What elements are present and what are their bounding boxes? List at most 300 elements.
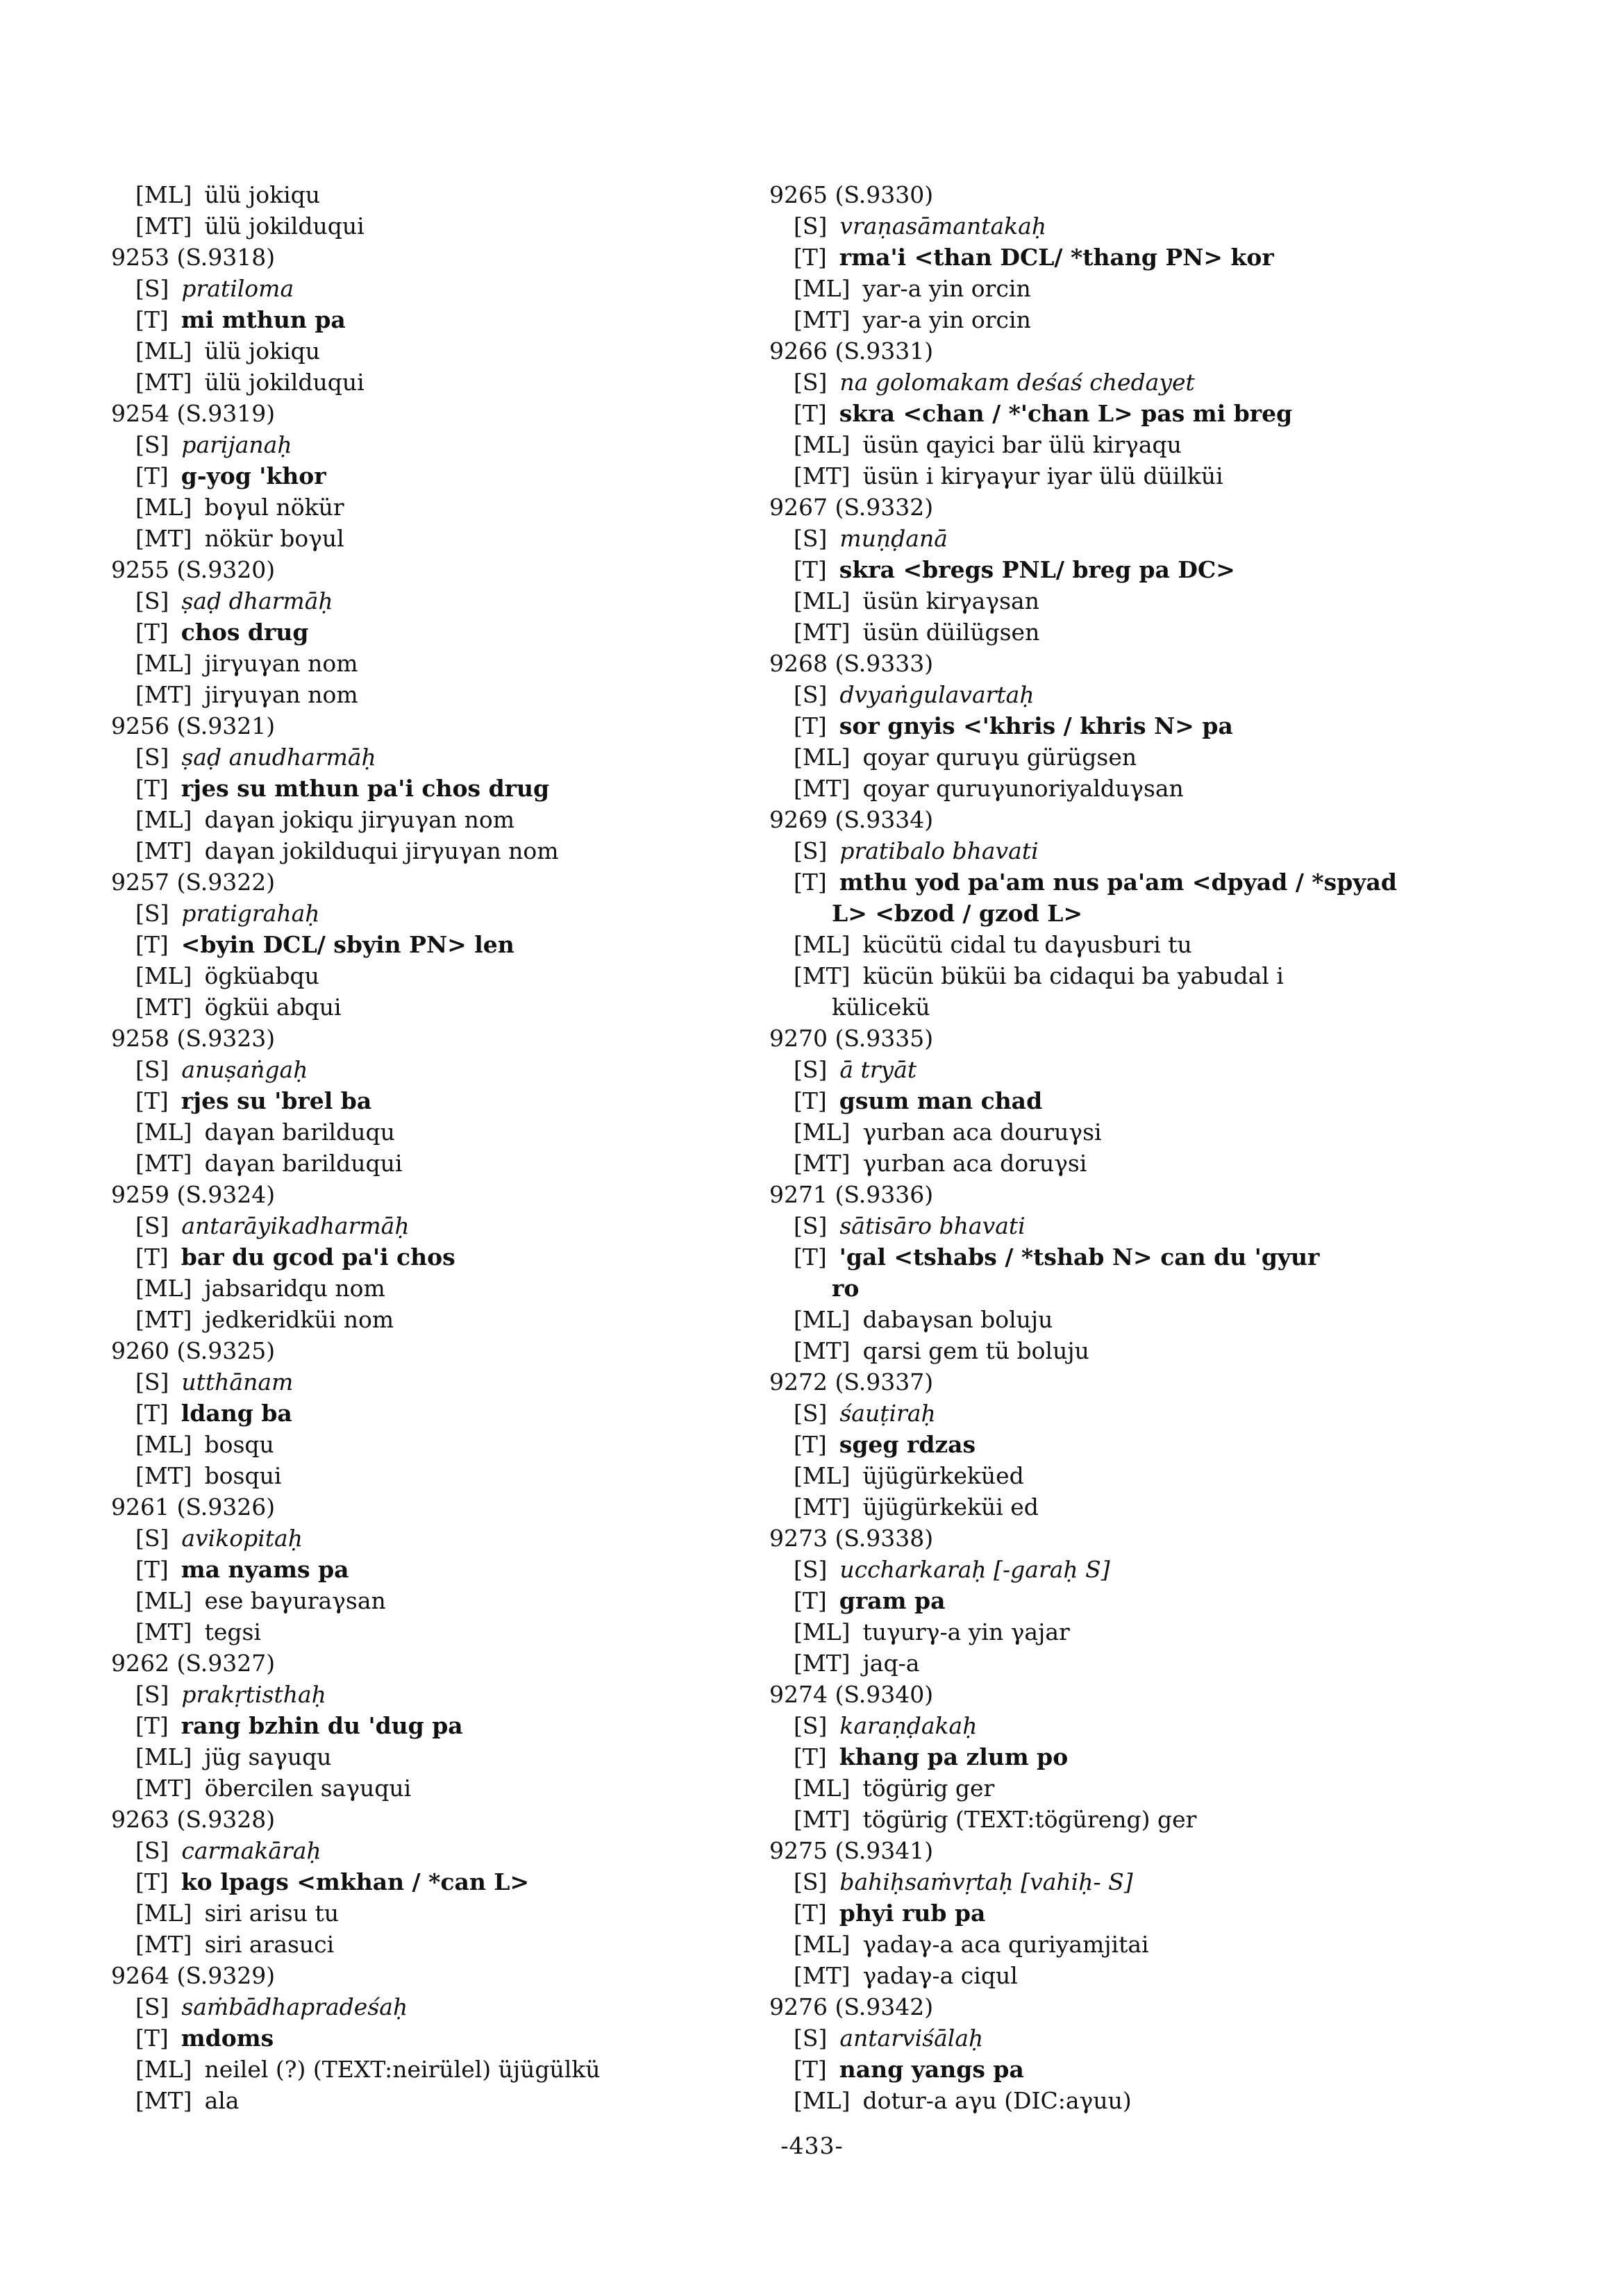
language-tag: [MT] [794,962,851,989]
entry-text: prakṛtisthaḥ [181,1681,326,1708]
language-tag: [ML] [135,1743,192,1770]
entry-line [104,1616,771,1648]
entry-text: jüg saγuqu [204,1743,332,1770]
language-tag: [ML] [135,2056,192,2083]
entry-line [104,1710,771,1741]
entry-text: chos drug [181,619,309,646]
entry-line [762,1429,1429,1460]
entry-text: phyi rub pa [839,1900,986,1927]
language-tag: [MT] [135,212,192,240]
language-tag: [ML] [794,1775,851,1802]
language-tag: [ML] [794,2087,851,2114]
language-tag: [MT] [135,837,192,864]
entry-text: bar du gcod pa'i chos [181,1243,455,1271]
entry-line [762,210,1429,242]
entry-line [104,304,771,335]
entry-text: üsün qayici bar ülü kirγaqu [862,431,1182,458]
language-tag: [MT] [794,1493,851,1520]
entry-text: kücün büküi ba cidaqui ba yabudal i [862,962,1284,989]
entry-line [762,1554,1429,1585]
language-tag: [T] [135,462,169,489]
language-tag: [ML] [794,275,851,302]
language-tag: [ML] [794,1118,851,1146]
language-tag: [S] [135,587,169,614]
entry-text: ülü jokilduqui [204,212,365,240]
language-tag: [MT] [135,994,192,1021]
entry-line [762,398,1429,429]
language-tag: [MT] [135,1462,192,1489]
entry-line [104,804,771,835]
language-tag: [ML] [135,1587,192,1614]
entry-continuation: külicekü [832,994,930,1021]
entry-line [104,1866,771,1897]
language-tag: [S] [135,275,169,302]
language-tag: [MT] [135,2087,192,2114]
entry-text: qoyar quruγunoriyalduγsan [862,775,1184,802]
entry-text: mi mthun pa [181,306,346,333]
language-tag: [T] [135,1400,169,1427]
entry-text: neilel (?) (TEXT:neirülel) üjügülkü [204,2056,601,2083]
language-tag: [T] [794,1900,827,1927]
entry-number: 9274 (S.9340) [769,1681,934,1708]
entry-line [762,679,1429,710]
language-tag: [T] [135,2025,169,2052]
language-tag: [MT] [135,1775,192,1802]
entry-line [104,585,771,617]
language-tag: [MT] [794,462,851,489]
entry-number: 9275 (S.9341) [769,1837,934,1864]
language-tag: [ML] [794,1462,851,1489]
entry-line [762,1773,1429,1804]
entry-text: uccharkaraḥ [-garaḥ S] [839,1556,1110,1583]
entry-text: daγan jokiqu jirγuγan nom [204,806,515,833]
language-tag: [S] [135,1212,169,1239]
language-tag: [T] [135,1712,169,1739]
entry-text: pratigrahaḥ [181,900,320,927]
language-tag: [S] [794,1212,828,1239]
entry-text: antarāyikadharmāḥ [181,1212,410,1239]
entry-line [104,1897,771,1929]
entry-text: muṇḍanā [839,525,948,552]
entry-line [104,492,771,523]
page-number: -433- [780,2132,844,2159]
language-tag: [S] [794,1056,828,1083]
language-tag: [MT] [135,1306,192,1333]
language-tag: [ML] [794,1306,851,1333]
entry-line [104,1116,771,1148]
entry-text: na golomakam deśaś chedayet [839,369,1195,396]
entry-text: tögürig ger [862,1775,995,1802]
entry-text: boγul nökür [204,494,344,521]
entry-text: ā tryāt [839,1056,917,1083]
language-tag: [ML] [794,1618,851,1645]
entry-line [104,2022,771,2054]
entry-text: ko lpags <mkhan / *can L> [181,1868,530,1895]
entry-text: avikopitaḥ [181,1525,303,1552]
entry-number: 9267 (S.9332) [769,494,934,521]
entry-number: 9268 (S.9333) [769,650,934,677]
entry-text: qoyar quruγu gürügsen [862,744,1137,771]
entry-line [104,617,771,648]
entry-line [762,2054,1429,2085]
entry-line [762,773,1429,804]
entry-text: ese baγuraγsan [204,1587,386,1614]
entry-number: 9255 (S.9320) [111,556,276,583]
entry-line [104,898,771,929]
entry-text: 'gal <tshabs / *tshab N> can du 'gyur [839,1243,1320,1271]
entry-line [104,1773,771,1804]
entry-number: 9266 (S.9331) [769,337,934,364]
language-tag: [ML] [135,962,192,989]
entry-line [762,2022,1429,2054]
language-tag: [S] [794,681,828,708]
language-tag: [T] [794,400,827,427]
entry-number: 9276 (S.9342) [769,1993,934,2020]
entry-line [104,523,771,554]
entry-line [762,429,1429,460]
language-tag: [T] [135,775,169,802]
entry-line [104,1554,771,1585]
entry-line [762,523,1429,554]
language-tag: [S] [794,212,828,240]
language-tag: [MT] [794,1150,851,1177]
language-tag: [S] [135,431,169,458]
entry-line [762,1929,1429,1960]
language-tag: [T] [135,1868,169,1895]
entry-line [762,1116,1429,1148]
entry-text: bosqu [204,1431,274,1458]
language-tag: [T] [794,1587,827,1614]
entry-text: üsün kirγaγsan [862,587,1039,614]
entry-line [104,960,771,991]
entry-text: γurban aca douruγsi [862,1118,1102,1146]
entry-line [762,1585,1429,1616]
entry-text: siri arasuci [204,1931,335,1958]
entry-text: yar-a yin orcin [862,275,1031,302]
entry-text: ülü jokiqu [204,181,321,208]
entry-line [762,2085,1429,2116]
entry-continuation: ro [832,1275,860,1302]
entry-line [762,1897,1429,1929]
language-tag: [T] [135,1087,169,1114]
entry-text: kücütü cidal tu daγusburi tu [862,931,1192,958]
entry-line [104,1429,771,1460]
entry-number: 9272 (S.9337) [769,1368,934,1396]
entry-text: jabsaridqu nom [204,1275,385,1302]
language-tag: [ML] [135,650,192,677]
entry-number: 9256 (S.9321) [111,712,276,739]
entry-text: khang pa zlum po [839,1743,1069,1770]
entry-line [104,1460,771,1491]
entry-line [762,1085,1429,1116]
entry-line [104,210,771,242]
entry-line [104,2054,771,2085]
entry-text: g-yog 'khor [181,462,326,489]
entry-text: rang bzhin du 'dug pa [181,1712,463,1739]
entry-text: karaṇḍakaḥ [839,1712,978,1739]
entry-number: 9265 (S.9330) [769,181,934,208]
language-tag: [S] [135,1993,169,2020]
entry-line [104,460,771,492]
right-column [762,179,1429,2116]
entry-text: saṁbādhapradeśaḥ [181,1993,408,2020]
language-tag: [T] [794,1243,827,1271]
entry-line [762,1741,1429,1773]
entry-line [104,1991,771,2022]
language-tag: [T] [135,931,169,958]
entry-number: 9260 (S.9325) [111,1337,276,1364]
language-tag: [ML] [135,806,192,833]
language-tag: [S] [135,744,169,771]
entry-line [762,1616,1429,1648]
language-tag: [MT] [794,306,851,333]
entry-line [104,1085,771,1116]
entry-text: skra <chan / *'chan L> pas mi breg [839,400,1293,427]
language-tag: [MT] [135,525,192,552]
language-tag: [T] [794,244,827,271]
language-tag: [MT] [794,1337,851,1364]
entry-line [762,1398,1429,1429]
entry-text: sgeg rdzas [839,1431,976,1458]
entry-line [762,960,1429,991]
language-tag: [ML] [135,181,192,208]
language-tag: [S] [794,1400,828,1427]
language-tag: [ML] [135,1900,192,1927]
entry-text: sātisāro bhavati [839,1212,1026,1239]
entry-text: qarsi gem tü boluju [862,1337,1089,1364]
entry-number: 9254 (S.9319) [111,400,276,427]
entry-text: rma'i <than DCL/ *thang PN> kor [839,244,1274,271]
entry-text: <byin DCL/ sbyin PN> len [181,931,514,958]
entry-line [762,1241,1429,1273]
entry-text: tegsi [204,1618,261,1645]
entry-line [104,1148,771,1179]
language-tag: [ML] [135,1118,192,1146]
entry-text: carmakāraḥ [181,1837,321,1864]
entry-text: üsün düilügsen [862,619,1040,646]
language-tag: [ML] [135,1275,192,1302]
entry-text: daγan jokilduqui jirγuγan nom [204,837,559,864]
language-tag: [MT] [794,619,851,646]
entry-line [762,273,1429,304]
entry-line [104,929,771,960]
entry-number: 9273 (S.9338) [769,1525,934,1552]
language-tag: [S] [794,1868,828,1895]
language-tag: [ML] [135,1431,192,1458]
entry-line [762,741,1429,773]
entry-line [104,1241,771,1273]
entry-line [762,554,1429,585]
entry-text: jedkeridküi nom [204,1306,394,1333]
entry-line [762,835,1429,866]
entry-text: daγan barilduqui [204,1150,403,1177]
entry-line [762,1866,1429,1897]
entry-line [104,1304,771,1335]
entry-line [104,773,771,804]
entry-text: mthu yod pa'am nus pa'am <dpyad / *spyad [839,869,1397,896]
entry-text: ülü jokilduqui [204,369,365,396]
language-tag: [S] [794,1556,828,1583]
language-tag: [ML] [794,431,851,458]
language-tag: [MT] [794,1806,851,1833]
language-tag: [ML] [135,494,192,521]
entry-line [104,835,771,866]
entry-line [104,1054,771,1085]
entry-line [104,1523,771,1554]
language-tag: [T] [794,2056,827,2083]
entry-number: 9270 (S.9335) [769,1025,934,1052]
entry-number: 9263 (S.9328) [111,1806,276,1833]
entry-text: utthānam [181,1368,294,1396]
entry-text: ldang ba [181,1400,292,1427]
entry-line [104,741,771,773]
language-tag: [S] [794,837,828,864]
entry-line [104,1835,771,1866]
language-tag: [T] [135,619,169,646]
entry-line [104,991,771,1023]
entry-line [104,273,771,304]
language-tag: [T] [135,1243,169,1271]
entry-text: śauṭiraḥ [839,1400,936,1427]
language-tag: [T] [794,1743,827,1770]
entry-line [104,2085,771,2116]
entry-line [762,460,1429,492]
language-tag: [ML] [794,744,851,771]
entry-text: dabaγsan boluju [862,1306,1053,1333]
entry-line [104,648,771,679]
entry-text: γadaγ-a ciqul [862,1962,1018,1989]
entry-line [104,335,771,367]
entry-text: γadaγ-a aca quriyamjitai [862,1931,1149,1958]
entry-text: bahiḥsaṁvṛtaḥ [vahiḥ- S] [839,1868,1133,1895]
entry-line [762,1710,1429,1741]
entry-text: ülü jokiqu [204,337,321,364]
entry-text: üjügürkeküed [862,1462,1024,1489]
language-tag: [S] [794,2025,828,2052]
language-tag: [S] [135,1368,169,1396]
entry-line [762,1148,1429,1179]
entry-continuation: L> <bzod / gzod L> [832,900,1083,927]
entry-text: jaq-a [862,1650,920,1677]
entry-text: dotur-a aγu (DIC:aγuu) [862,2087,1132,2114]
entry-line [104,1679,771,1710]
entry-text: siri arisu tu [204,1900,339,1927]
entry-line [762,929,1429,960]
language-tag: [MT] [794,1962,851,1989]
entry-line [762,1304,1429,1335]
entry-text: pratibalo bhavati [839,837,1039,864]
entry-line [104,679,771,710]
entry-text: parijanaḥ [181,431,292,458]
entry-text: ṣaḍ dharmāḥ [181,587,333,614]
entry-line [104,1929,771,1960]
entry-number: 9264 (S.9329) [111,1962,276,1989]
entry-line [104,1366,771,1398]
language-tag: [MT] [135,1618,192,1645]
language-tag: [T] [135,1556,169,1583]
entry-number: 9269 (S.9334) [769,806,934,833]
language-tag: [S] [135,1525,169,1552]
language-tag: [S] [794,525,828,552]
language-tag: [S] [794,1712,828,1739]
entry-line [104,1210,771,1241]
language-tag: [MT] [794,775,851,802]
entry-text: ala [204,2087,240,2114]
entry-text: daγan barilduqu [204,1118,395,1146]
entry-text: nang yangs pa [839,2056,1024,2083]
entry-text: ögküi abqui [204,994,342,1021]
language-tag: [T] [794,556,827,583]
entry-text: sor gnyis <'khris / khris N> pa [839,712,1233,739]
entry-text: pratiloma [181,275,294,302]
entry-line [762,1491,1429,1523]
entry-text: gsum man chad [839,1087,1043,1114]
entry-line [104,179,771,210]
entry-text: dvyaṅgulavartaḥ [839,681,1035,708]
entry-number: 9262 (S.9327) [111,1650,276,1677]
entry-text: jirγuγan nom [204,650,358,677]
entry-text: γurban aca doruγsi [862,1150,1087,1177]
entry-text: vraṇasāmantakaḥ [839,212,1047,240]
entry-number: 9253 (S.9318) [111,244,276,271]
entry-text: nökür boγul [204,525,344,552]
entry-line [762,1210,1429,1241]
entry-text: jirγuγan nom [204,681,358,708]
language-tag: [MT] [135,681,192,708]
entry-number: 9261 (S.9326) [111,1493,276,1520]
language-tag: [S] [135,1681,169,1708]
language-tag: [S] [135,900,169,927]
entry-line [762,866,1429,898]
language-tag: [MT] [135,369,192,396]
language-tag: [S] [135,1056,169,1083]
entry-line [104,1741,771,1773]
entry-number: 9258 (S.9323) [111,1025,276,1052]
entry-line [762,710,1429,741]
language-tag: [ML] [794,587,851,614]
language-tag: [S] [135,1837,169,1864]
entry-number: 9257 (S.9322) [111,869,276,896]
entry-text: ögküabqu [204,962,319,989]
language-tag: [T] [794,869,827,896]
language-tag: [T] [135,306,169,333]
entry-text: skra <bregs PNL/ breg pa DC> [839,556,1235,583]
entry-text: anuṣaṅgaḥ [181,1056,308,1083]
entry-line [762,304,1429,335]
entry-number: 9271 (S.9336) [769,1181,934,1208]
language-tag: [ML] [135,337,192,364]
entry-line [762,585,1429,617]
entry-text: rjes su mthun pa'i chos drug [181,775,550,802]
entry-number: 9259 (S.9324) [111,1181,276,1208]
entry-line [762,1054,1429,1085]
entry-text: tuγurγ-a yin γajar [862,1618,1070,1645]
entry-line [762,1960,1429,1991]
language-tag: [MT] [135,1150,192,1177]
language-tag: [MT] [135,1931,192,1958]
entry-line [762,242,1429,273]
language-tag: [MT] [794,1650,851,1677]
language-tag: [ML] [794,1931,851,1958]
language-tag: [ML] [794,931,851,958]
entry-line [762,367,1429,398]
entry-text: üsün i kirγaγur iyar ülü düilküi [862,462,1223,489]
entry-text: ṣaḍ anudharmāḥ [181,744,376,771]
language-tag: [T] [794,1087,827,1114]
entry-text: mdoms [181,2025,274,2052]
entry-text: antarviśālaḥ [839,2025,984,2052]
language-tag: [S] [794,369,828,396]
